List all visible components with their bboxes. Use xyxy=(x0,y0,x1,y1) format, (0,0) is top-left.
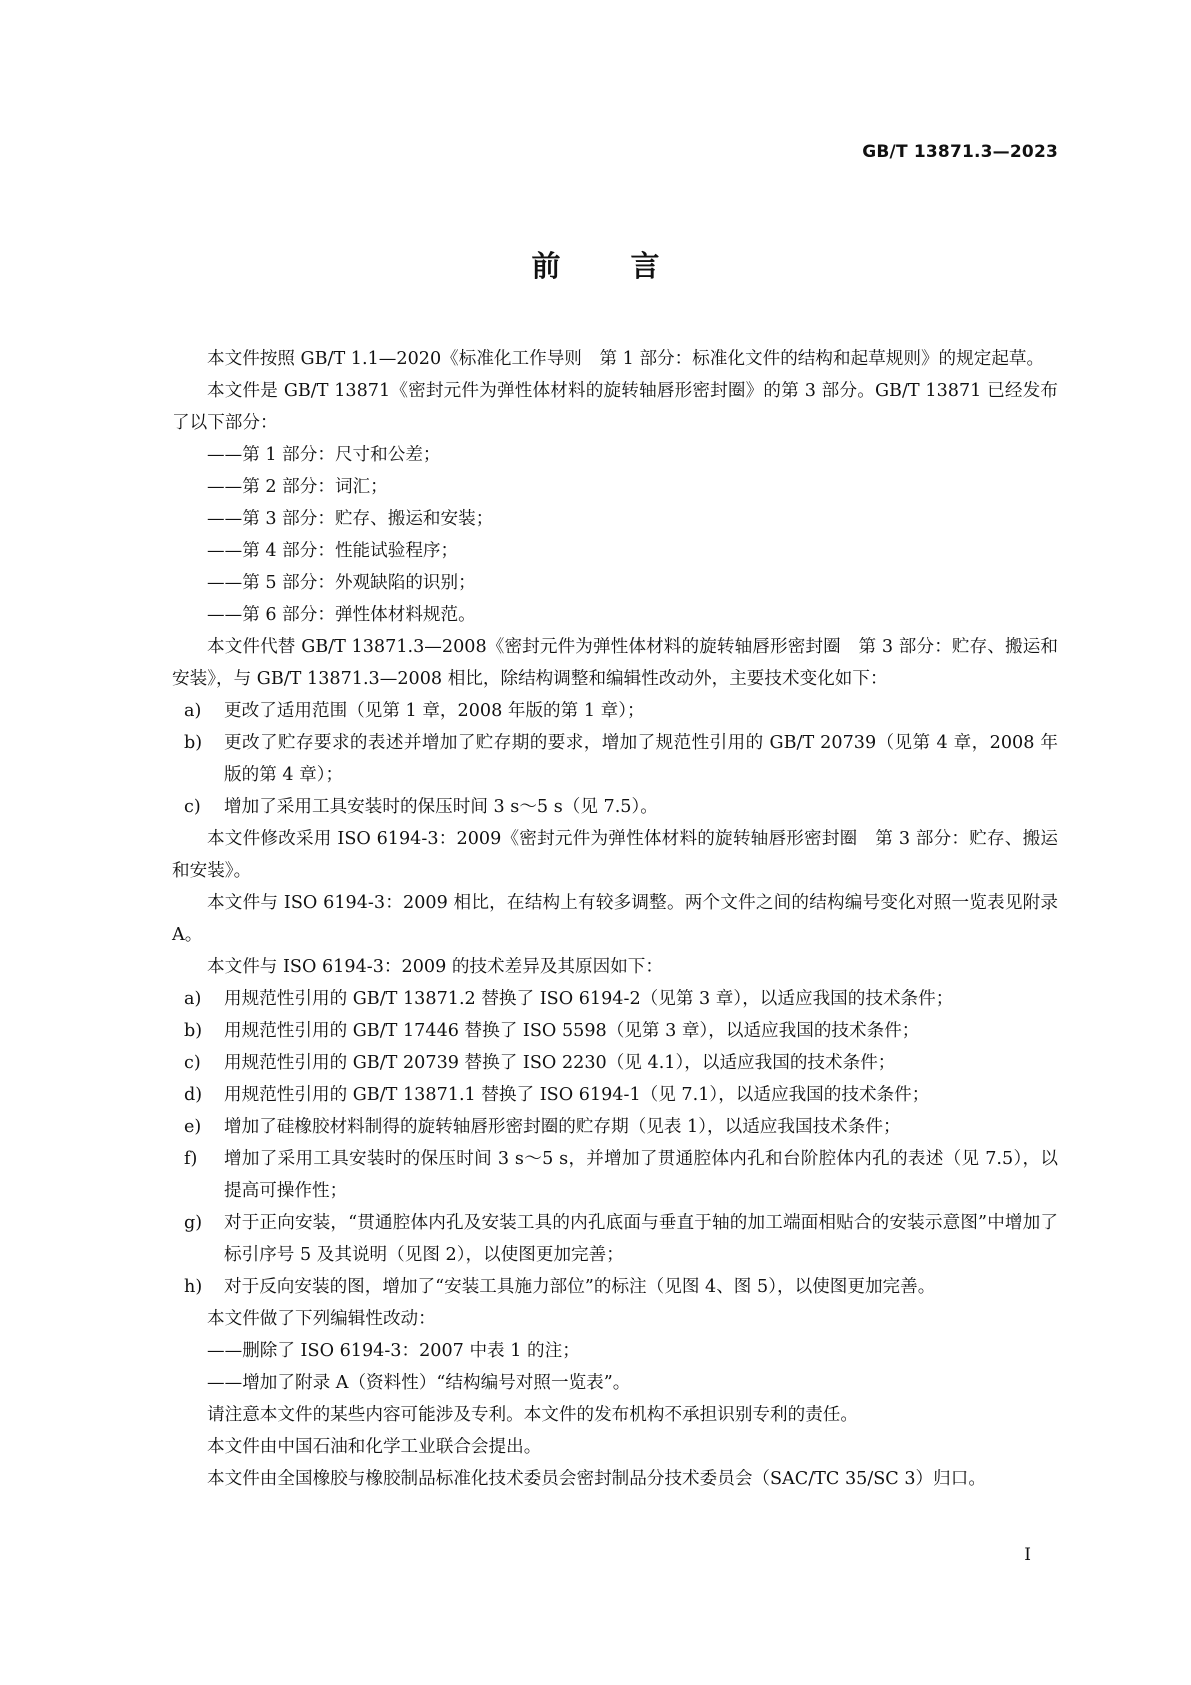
editorial-item: ——增加了附录 A（资料性）“结构编号对照一览表”。 xyxy=(207,1373,631,1393)
difference-item xyxy=(172,1079,1058,1111)
change-item xyxy=(172,727,1058,791)
paragraph: 本文件与 ISO 6194-3：2009 的技术差异及其原因如下： xyxy=(207,957,663,977)
paragraph: 本文件由全国橡胶与橡胶制品标准化技术委员会密封制品分技术委员会（SAC/TC 35/SC 3）归口。 xyxy=(207,1469,986,1489)
part-list-item: ——第 3 部分：贮存、搬运和安装； xyxy=(207,509,494,529)
difference-item xyxy=(172,983,1058,1015)
standard-number: GB/T 13871.3—2023 xyxy=(862,142,1058,162)
page-number: I xyxy=(1024,1545,1031,1565)
part-list-item: ——第 1 部分：尺寸和公差； xyxy=(207,445,441,465)
difference-item xyxy=(172,1015,1058,1047)
list-marker: c) xyxy=(184,1053,201,1073)
paragraph: 本文件做了下列编辑性改动： xyxy=(207,1309,436,1329)
list-marker: b) xyxy=(184,733,203,753)
difference-item xyxy=(172,1143,1058,1207)
paragraph: 本文件由中国石油和化学工业联合会提出。 xyxy=(207,1437,542,1457)
list-text: 更改了贮存要求的表述并增加了贮存期的要求，增加了规范性引用的 GB/T 20739（见第 4 章，2008 年版的第 4 章）； xyxy=(224,733,1058,785)
list-marker: e) xyxy=(184,1117,202,1137)
paragraph: 请注意本文件的某些内容可能涉及专利。本文件的发布机构不承担识别专利的责任。 xyxy=(207,1405,858,1425)
difference-item xyxy=(172,1111,1058,1143)
editorial-item: ——删除了 ISO 6194-3：2007 中表 1 的注； xyxy=(207,1341,580,1361)
change-item xyxy=(172,695,1058,727)
list-text: 增加了采用工具安装时的保压时间 3 s～5 s（见 7.5）。 xyxy=(224,797,658,817)
foreword-body xyxy=(172,343,1058,1495)
list-text: 用规范性引用的 GB/T 20739 替换了 ISO 2230（见 4.1），以适应我国的技术条件； xyxy=(224,1053,896,1073)
list-marker: h) xyxy=(184,1277,203,1297)
list-marker: a) xyxy=(184,989,202,1009)
list-text: 对于正向安装，“贯通腔体内孔及安装工具的内孔底面与垂直于轴的加工端面相贴合的安装示意图”中增加了标引序号 5 及其说明（见图 2），以使图更加完善； xyxy=(224,1213,1058,1265)
list-text: 用规范性引用的 GB/T 13871.1 替换了 ISO 6194-1（见 7.1），以适应我国的技术条件； xyxy=(224,1085,930,1105)
difference-item xyxy=(172,1207,1058,1271)
list-text: 增加了采用工具安装时的保压时间 3 s～5 s，并增加了贯通腔体内孔和台阶腔体内孔的表述（见 7.5），以提高可操作性； xyxy=(224,1149,1058,1201)
list-marker: b) xyxy=(184,1021,203,1041)
paragraph: 本文件按照 GB/T 1.1—2020《标准化工作导则 第 1 部分：标准化文件的结构和起草规则》的规定起草。 xyxy=(207,349,1045,369)
difference-item xyxy=(172,1271,1058,1303)
part-list-item: ——第 5 部分：外观缺陷的识别； xyxy=(207,573,476,593)
list-text: 用规范性引用的 GB/T 17446 替换了 ISO 5598（见第 3 章），以适应我国的技术条件； xyxy=(224,1021,920,1041)
part-list-item: ——第 2 部分：词汇； xyxy=(207,477,388,497)
paragraph: 本文件代替 GB/T 13871.3—2008《密封元件为弹性体材料的旋转轴唇形密封圈 第 3 部分：贮存、搬运和安装》，与 GB/T 13871.3—2008 相比，除结构调整和编辑性改动外，主要技术变化如下： xyxy=(172,637,1058,689)
part-list-item: ——第 6 部分：弹性体材料规范。 xyxy=(207,605,476,625)
list-text: 对于反向安装的图，增加了“安装工具施力部位”的标注（见图 4、图 5），以使图更加完善。 xyxy=(224,1277,936,1297)
paragraph: 本文件是 GB/T 13871《密封元件为弹性体材料的旋转轴唇形密封圈》的第 3 部分。GB/T 13871 已经发布了以下部分： xyxy=(172,381,1058,433)
list-text: 用规范性引用的 GB/T 13871.2 替换了 ISO 6194-2（见第 3 章），以适应我国的技术条件； xyxy=(224,989,954,1009)
page-title: 前言 xyxy=(531,249,730,283)
part-list-item: ——第 4 部分：性能试验程序； xyxy=(207,541,459,561)
list-marker: g) xyxy=(184,1213,203,1233)
list-marker: c) xyxy=(184,797,201,817)
list-text: 增加了硅橡胶材料制得的旋转轴唇形密封圈的贮存期（见表 1），以适应我国技术条件； xyxy=(224,1117,901,1137)
paragraph: 本文件与 ISO 6194-3：2009 相比，在结构上有较多调整。两个文件之间的结构编号变化对照一览表见附录 A。 xyxy=(172,893,1058,945)
difference-item xyxy=(172,1047,1058,1079)
list-text: 更改了适用范围（见第 1 章，2008 年版的第 1 章）； xyxy=(224,701,645,721)
list-marker: f) xyxy=(184,1149,198,1169)
change-item xyxy=(172,791,1058,823)
list-marker: a) xyxy=(184,701,202,721)
list-marker: d) xyxy=(184,1085,203,1105)
paragraph: 本文件修改采用 ISO 6194-3：2009《密封元件为弹性体材料的旋转轴唇形密封圈 第 3 部分：贮存、搬运和安装》。 xyxy=(172,829,1058,881)
